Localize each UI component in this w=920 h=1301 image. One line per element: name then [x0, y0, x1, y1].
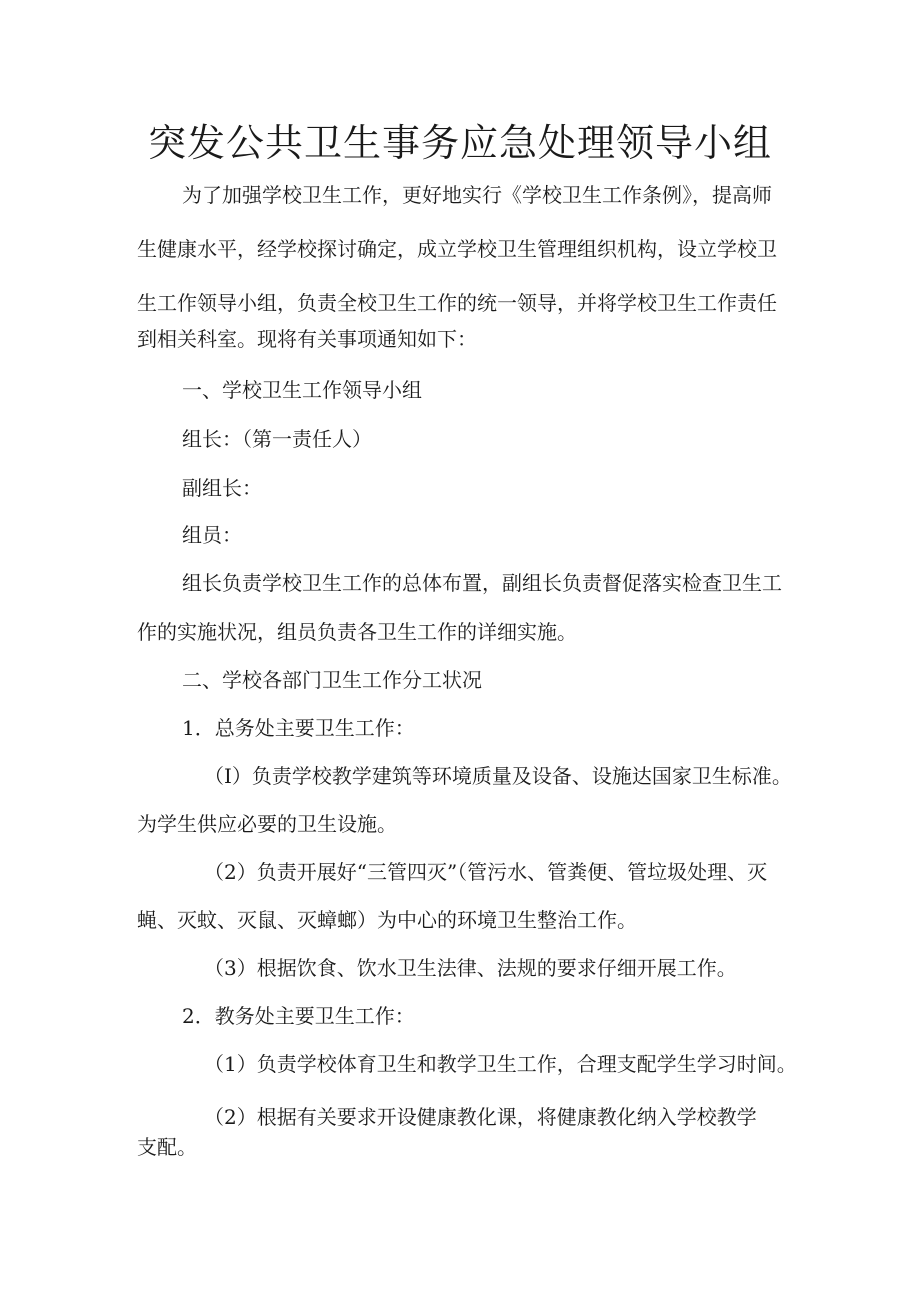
- paragraph-line: 生健康水平，经学校探讨确定，成立学校卫生管理组织机构，设立学校卫: [137, 237, 777, 261]
- paragraph-line: 支配。: [137, 1135, 197, 1159]
- paragraph-line: 到相关科室。现将有关事项通知如下：: [137, 327, 477, 351]
- list-item: （3）根据饮食、饮水卫生法律、法规的要求仔细开展工作。: [204, 956, 737, 980]
- paragraph-line: 蝇、灭蚊、灭鼠、灭蟑螂）为中心的环境卫生整治工作。: [137, 908, 637, 932]
- paragraph-line: 为了加强学校卫生工作，更好地实行《学校卫生工作条例》，提高师: [182, 183, 772, 207]
- paragraph-line: 组长：（第一责任人）: [182, 427, 372, 451]
- list-item: （I）负责学校教学建筑等环境质量及设备、设施达国家卫生标准。: [204, 764, 792, 788]
- paragraph-line: 作的实施状况，组员负责各卫生工作的详细实施。: [137, 620, 577, 644]
- document-title: 突发公共卫生事务应急处理领导小组: [147, 121, 772, 165]
- section-heading: 一、学校卫生工作领导小组: [182, 378, 422, 402]
- paragraph-line: 组员：: [182, 523, 242, 547]
- subsection-heading: 1．总务处主要卫生工作：: [182, 716, 415, 740]
- section-heading: 二、学校各部门卫生工作分工状况: [182, 668, 482, 692]
- paragraph-line: 为学生供应必要的卫生设施。: [137, 812, 397, 836]
- paragraph-line: 组长负责学校卫生工作的总体布置，副组长负责督促落实检查卫生工: [182, 571, 782, 595]
- subsection-heading: 2．教务处主要卫生工作：: [182, 1004, 415, 1028]
- list-item: （1）负责学校体育卫生和教学卫生工作，合理支配学生学习时间。: [204, 1052, 797, 1076]
- paragraph-line: 副组长：: [182, 476, 262, 500]
- list-item: （2）根据有关要求开设健康教化课，将健康教化纳入学校教学: [204, 1105, 757, 1129]
- list-item: （2）负责开展好“三管四灭”（管污水、管粪便、管垃圾处理、灭: [204, 860, 768, 884]
- paragraph-line: 生工作领导小组，负责全校卫生工作的统一领导，并将学校卫生工作责任: [137, 291, 777, 315]
